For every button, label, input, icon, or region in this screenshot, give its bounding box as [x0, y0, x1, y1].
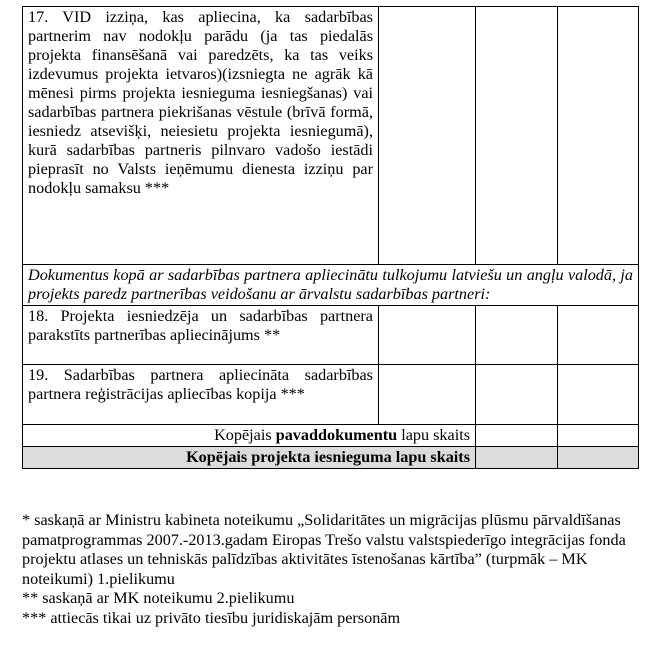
attachments-label-prefix: Kopējais [214, 426, 276, 444]
item-18-cell-3 [476, 306, 558, 365]
item-18-cell-4 [558, 306, 639, 365]
partner-translation-note: Dokumentus kopā ar sadarbības partnera apliecinātu tulkojumu latviešu un angļu valodā, ja projekts paredz partnerības veidošanu ar ārvalstu sadarbības partneri: [23, 265, 639, 306]
attachments-page-count-extra [558, 425, 639, 447]
footnote-2: ** saskaņā ar MK noteikumu 2.pielikumu [22, 589, 295, 607]
table-row-note [23, 265, 639, 306]
item-17-cell-2 [379, 7, 476, 265]
table-row-17 [23, 7, 639, 265]
item-19-description: 19. Sadarbības partnera apliecināta sadarbības partnera reģistrācijas apliecības kopija *** [23, 365, 379, 425]
item-18-description: 18. Projekta iesniedzēja un sadarbības partnera parakstīts partnerības apliecinājums ** [23, 306, 379, 365]
attachments-label-bold: pavaddokumentu [275, 426, 398, 444]
footnotes [22, 511, 638, 628]
item-18-cell-2 [379, 306, 476, 365]
item-19-cell-2 [379, 365, 476, 425]
item-19-cell-4 [558, 365, 639, 425]
item-17-description: 17. VID izziņa, kas apliecina, ka sadarbības partnerim nav nodokļu parādu (ja tas piedalās projekta finansēšanā vai paredzēts, ka tas veiks izdevumus projekta ietvaros)(izsniegta ne agrāk kā mēnesi pirms projekta iesnieguma iesniegšanas) vai sadarbības partnera piekrišanas vēstule (brīvā formā, iesniedz atsevišķi, neiesietu projekta iesniegumā), kurā sadarbības partneris pilnvaro vadošo iestādi pieprasīt no Valsts ieņēmumu dienesta izziņu par nodokļu samaksu *** [23, 7, 379, 265]
attachments-page-count-value [476, 425, 558, 447]
footnote-3: *** attiecās tikai uz privāto tiesību juridiskajām personām [22, 608, 401, 627]
table-row-18 [23, 306, 639, 365]
project-page-count-value [476, 447, 558, 469]
document-checklist-table [22, 6, 639, 469]
table-row-attachments-total [23, 425, 639, 447]
item-17-cell-4 [558, 7, 639, 265]
table-row-project-total [23, 447, 639, 469]
attachments-label-suffix: lapu skaits [397, 426, 470, 444]
footnote-1: * saskaņā ar Ministru kabineta noteikumu „Solidaritātes un migrācijas plūsmu pārvaldīšanas pamatprogrammas 2007.-2013.gadam Eiropas Trešo valstu valstspiederīgo integrācijas fonda projektu atlases un tehniskās palīdzības aktivitātes īstenošanas kārtība” (turpmāk – MK noteikumi) 1.pielikumu [22, 511, 626, 588]
attachments-page-count-label [23, 425, 476, 447]
project-page-count-extra [558, 447, 639, 469]
table-row-19 [23, 365, 639, 425]
item-19-cell-3 [476, 365, 558, 425]
item-17-cell-3 [476, 7, 558, 265]
project-page-count-label: Kopējais projekta iesnieguma lapu skaits [23, 447, 476, 469]
